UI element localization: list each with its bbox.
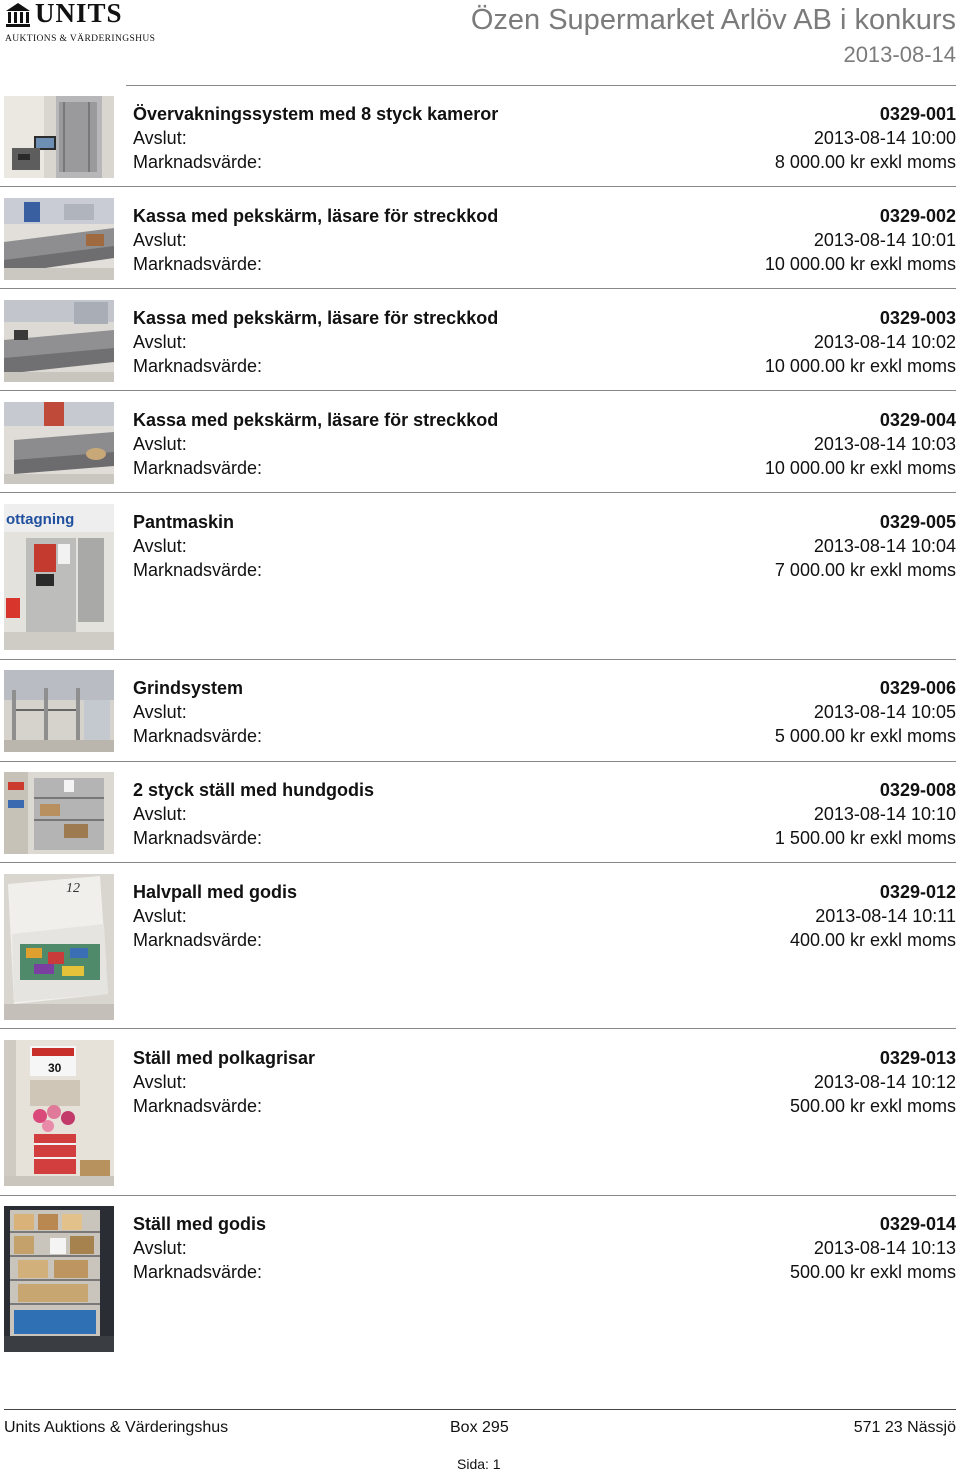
lot-photo (4, 300, 114, 382)
lot-photo (4, 1040, 114, 1186)
lot-photo (4, 670, 114, 752)
lot-end-time: 2013-08-14 10:02 (813, 332, 956, 352)
lot-photo (4, 1206, 114, 1352)
lot-photo-label: 12 (66, 881, 80, 896)
lot-market-value: 10 000.00 kr exkl moms (764, 356, 956, 376)
lot-photo (4, 198, 114, 280)
end-label: Avslut: (133, 230, 187, 250)
lot-photo-sign: 30 (48, 1061, 62, 1075)
lot-end-time: 2013-08-14 10:01 (813, 230, 956, 250)
lot-title: Kassa med pekskärm, läsare för streckkod (133, 308, 499, 328)
lot-number: 0329-014 (879, 1214, 956, 1234)
lot-title: Grindsystem (133, 678, 244, 698)
lot-number: 0329-003 (879, 308, 956, 328)
lot-number: 0329-005 (879, 512, 956, 532)
end-label: Avslut: (133, 434, 187, 454)
lot-market-value: 10 000.00 kr exkl moms (764, 458, 956, 478)
lot-market-value: 500.00 kr exkl moms (789, 1262, 956, 1282)
end-label: Avslut: (133, 702, 187, 722)
lot-number: 0329-002 (879, 206, 956, 226)
lot-end-time: 2013-08-14 10:04 (813, 536, 956, 556)
lot-title: Halvpall med godis (133, 882, 298, 902)
item-divider (0, 1195, 956, 1196)
lot-market-value: 8 000.00 kr exkl moms (774, 152, 956, 172)
building-logo-icon (5, 2, 31, 28)
footer-company: Units Auktions & Värderingshus (4, 1419, 229, 1436)
end-label: Avslut: (133, 1072, 187, 1092)
lot-number: 0329-012 (879, 882, 956, 902)
logo-tagline: AUKTIONS & VÄRDERINGSHUS (5, 34, 156, 44)
lot-market-value: 10 000.00 kr exkl moms (764, 254, 956, 274)
end-label: Avslut: (133, 906, 187, 926)
lot-number: 0329-008 (879, 780, 956, 800)
lot-end-time: 2013-08-14 10:12 (813, 1072, 956, 1092)
lot-market-value: 500.00 kr exkl moms (789, 1096, 956, 1116)
item-divider (0, 186, 956, 187)
lot-end-time: 2013-08-14 10:03 (813, 434, 956, 454)
footer-city: 571 23 Nässjö (853, 1419, 956, 1436)
value-label: Marknadsvärde: (133, 828, 263, 848)
item-divider (0, 390, 956, 391)
lot-title: Ställ med godis (133, 1214, 267, 1234)
lot-market-value: 7 000.00 kr exkl moms (774, 560, 956, 580)
value-label: Marknadsvärde: (133, 356, 263, 376)
value-label: Marknadsvärde: (133, 1262, 263, 1282)
value-label: Marknadsvärde: (133, 1096, 263, 1116)
logo-word: UNITS (35, 0, 123, 28)
lot-end-time: 2013-08-14 10:13 (813, 1238, 956, 1258)
item-divider (0, 288, 956, 289)
units-logo (3, 0, 163, 48)
item-divider (0, 659, 956, 660)
end-label: Avslut: (133, 128, 187, 148)
page-number: Sida: 1 (457, 1456, 501, 1472)
footer-divider (4, 1409, 956, 1410)
lot-photo (4, 402, 114, 484)
lot-photo (4, 96, 114, 178)
page-date: 2013-08-14 (843, 42, 956, 67)
lot-title: Pantmaskin (133, 512, 235, 532)
lot-market-value: 1 500.00 kr exkl moms (774, 828, 956, 848)
lot-title: 2 styck ställ med hundgodis (133, 780, 375, 800)
end-label: Avslut: (133, 332, 187, 352)
lot-end-time: 2013-08-14 10:11 (815, 906, 956, 926)
lot-title: Kassa med pekskärm, läsare för streckkod (133, 410, 499, 430)
end-label: Avslut: (133, 804, 187, 824)
lot-photo (4, 504, 114, 650)
lot-photo (4, 772, 114, 854)
value-label: Marknadsvärde: (133, 560, 263, 580)
lot-title: Kassa med pekskärm, läsare för streckkod (133, 206, 499, 226)
item-divider (0, 761, 956, 762)
value-label: Marknadsvärde: (133, 152, 263, 172)
lot-end-time: 2013-08-14 10:05 (813, 702, 956, 722)
header-divider (126, 85, 956, 86)
lot-end-time: 2013-08-14 10:00 (813, 128, 956, 148)
lot-title: Ställ med polkagrisar (133, 1048, 316, 1068)
value-label: Marknadsvärde: (133, 726, 263, 746)
item-divider (0, 862, 956, 863)
lot-market-value: 400.00 kr exkl moms (789, 930, 956, 950)
lot-end-time: 2013-08-14 10:10 (813, 804, 956, 824)
lot-market-value: 5 000.00 kr exkl moms (774, 726, 956, 746)
end-label: Avslut: (133, 1238, 187, 1258)
lot-title: Övervakningssystem med 8 styck kameror (133, 104, 499, 124)
item-divider (0, 1028, 956, 1029)
value-label: Marknadsvärde: (133, 930, 263, 950)
lot-photo-sign: ottagning (6, 511, 75, 528)
item-divider (0, 492, 956, 493)
lot-number: 0329-013 (879, 1048, 956, 1068)
footer-box: Box 295 (450, 1419, 509, 1436)
page-title: Özen Supermarket Arlöv AB i konkurs (470, 4, 956, 36)
lot-number: 0329-004 (879, 410, 956, 430)
value-label: Marknadsvärde: (133, 254, 263, 274)
value-label: Marknadsvärde: (133, 458, 263, 478)
end-label: Avslut: (133, 536, 187, 556)
lot-number: 0329-001 (879, 104, 956, 124)
lot-number: 0329-006 (879, 678, 956, 698)
lot-photo (4, 874, 114, 1020)
